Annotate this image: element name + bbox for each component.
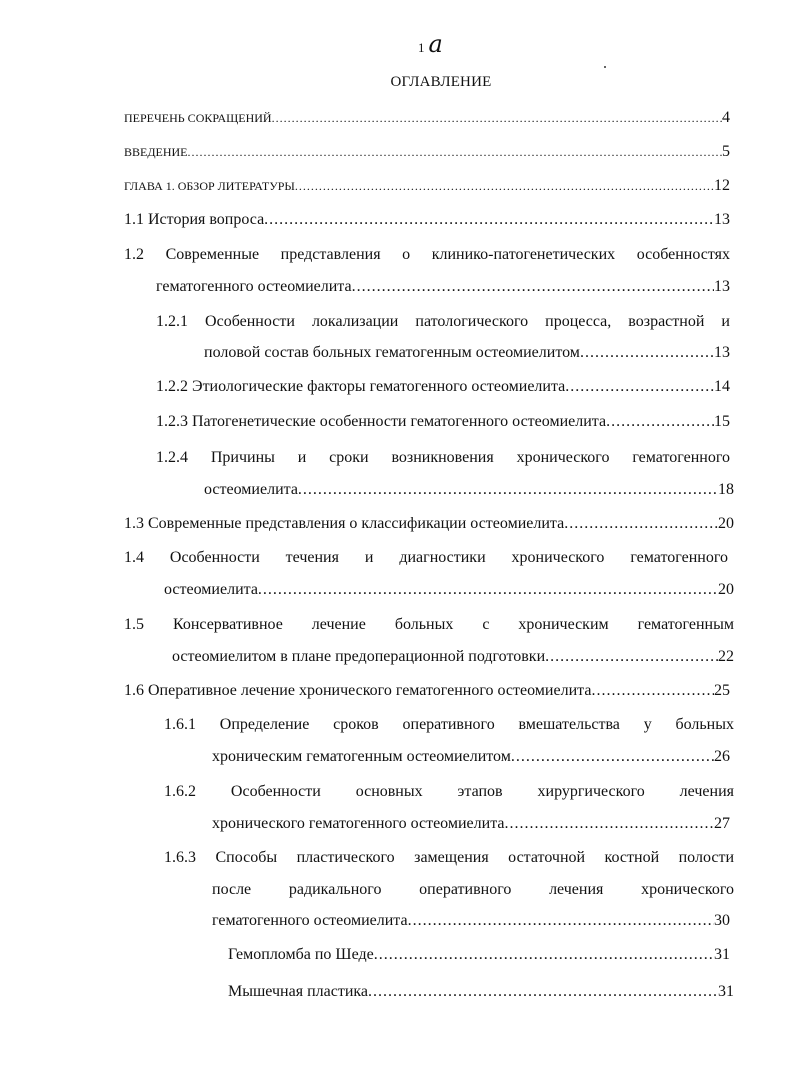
toc-entry-1-4-line1[interactable]: 1.4 Особенности течения и диагностики хронического гематогенного bbox=[124, 549, 728, 566]
page-number: 1 bbox=[418, 40, 425, 55]
handwritten-mark: a bbox=[428, 30, 442, 58]
toc-entry-muscle-plasty[interactable]: Мышечная пластика ..... 31 bbox=[228, 983, 734, 1001]
toc-title: ОГЛАВЛЕНИЕ bbox=[390, 74, 492, 90]
toc-entry-1-6-1-line1[interactable]: 1.6.1 Определение сроков оперативного вмешательства у больных bbox=[164, 716, 734, 733]
toc-entry-1-4-line2[interactable]: остеомиелита ..... 20 bbox=[164, 581, 734, 599]
toc-entry-1-2-4-line2[interactable]: остеомиелита ..... 18 bbox=[204, 481, 734, 499]
toc-entry-1-2-line2[interactable]: гематогенного остеомиелита ..... 13 bbox=[156, 278, 730, 296]
toc-entry-1-6-1-line2[interactable]: хроническим гематогенным остеомиелитом ..... 26 bbox=[212, 748, 730, 766]
toc-entry-1-6-3-line2[interactable]: после радикального оперативного лечения хронического bbox=[212, 881, 734, 898]
toc-entry-1-6-2-line2[interactable]: хронического гематогенного остеомиелита ..... 27 bbox=[212, 815, 730, 833]
toc-entry-chapter-1[interactable]: ГЛАВА 1. ОБЗОР ЛИТЕРАТУРЫ ..... 12 bbox=[124, 177, 730, 195]
toc-entry-1-6-2-line1[interactable]: 1.6.2 Особенности основных этапов хирургического лечения bbox=[164, 783, 734, 800]
toc-entry-1-3[interactable]: 1.3 Современные представления о классификации остеомиелита ..... 20 bbox=[124, 515, 734, 533]
toc-entry-1-2-3[interactable]: 1.2.3 Патогенетические особенности гематогенного остеомиелита ..... 15 bbox=[156, 413, 730, 431]
toc-entry-1-2-line1[interactable]: 1.2 Современные представления о клинико-патогенетических особенностях bbox=[124, 246, 730, 263]
toc-entry-1-6[interactable]: 1.6 Оперативное лечение хронического гематогенного остеомиелита ..... 25 bbox=[124, 682, 730, 700]
toc-entry-introduction[interactable]: ВВЕДЕНИЕ ..... 5 bbox=[124, 143, 730, 161]
toc-entry-1-6-3-line1[interactable]: 1.6.3 Способы пластического замещения остаточной костной полости bbox=[164, 849, 734, 866]
ink-speck bbox=[604, 66, 606, 68]
toc-entry-1-6-3-line3[interactable]: гематогенного остеомиелита ..... 30 bbox=[212, 912, 730, 930]
toc-entry-1-2-2[interactable]: 1.2.2 Этиологические факторы гематогенного остеомиелита ..... 14 bbox=[156, 378, 730, 396]
toc-entry-1-2-1-line1[interactable]: 1.2.1 Особенности локализации патологического процесса, возрастной и bbox=[156, 313, 730, 330]
page-number-marker bbox=[418, 30, 442, 58]
toc-entry-1-5-line1[interactable]: 1.5 Консервативное лечение больных с хроническим гематогенным bbox=[124, 616, 734, 633]
toc-entry-1-5-line2[interactable]: остеомиелитом в плане предоперационной подготовки ..... 22 bbox=[172, 648, 734, 666]
toc-entry-1-1[interactable]: 1.1 История вопроса ..... 13 bbox=[124, 211, 730, 229]
toc-entry-1-2-1-line2[interactable]: половой состав больных гематогенным остеомиелитом ..... 13 bbox=[204, 344, 730, 362]
toc-entry-shede[interactable]: Гемопломба по Шеде ..... 31 bbox=[228, 946, 730, 964]
toc-entry-abbreviations[interactable]: ПЕРЕЧЕНЬ СОКРАЩЕНИЙ ..... 4 bbox=[124, 109, 730, 127]
toc-entry-1-2-4-line1[interactable]: 1.2.4 Причины и сроки возникновения хронического гематогенного bbox=[156, 449, 730, 466]
